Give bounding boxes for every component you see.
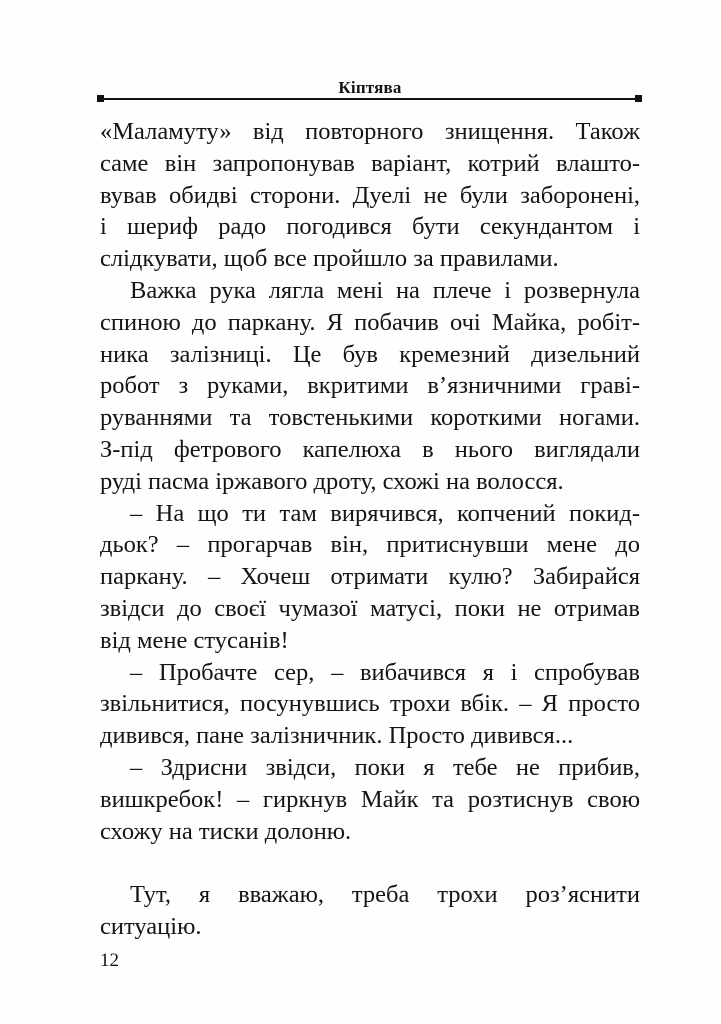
- text-line: звідси до своєї чумазої матусі, поки не отримав: [100, 594, 640, 622]
- text-line: Тут, я вважаю, треба трохи роз’яснити: [130, 881, 640, 909]
- body-text: [100, 116, 640, 943]
- text-line: саме він запропонував варіант, котрий влашто-: [100, 149, 640, 177]
- header-rule: [100, 98, 638, 100]
- text-line: вував обидві сторони. Дуелі не були заборонені,: [100, 181, 640, 209]
- text-line: паркану. – Хочеш отримати кулю? Забирайся: [100, 563, 640, 591]
- text-line: – Пробачте сер, – вибачився я і спробував: [130, 658, 640, 686]
- text-line: Важка рука лягла мені на плече і розвернула: [130, 276, 640, 304]
- running-head: Кіптява: [338, 78, 402, 97]
- text-line: «Маламуту» від повторного знищення. Також: [100, 118, 640, 145]
- text-line: вишкребок! – гиркнув Майк та розтиснув свою: [100, 785, 640, 813]
- paragraph-gap: [100, 847, 640, 879]
- header-rule-left-end: [97, 95, 104, 102]
- text-line: З-під фетрового капелюха в нього виглядали: [100, 435, 640, 463]
- text-line: звільнитися, посунувшись трохи вбік. – Я просто: [100, 690, 640, 718]
- text-line: спиною до паркану. Я побачив очі Майка, робіт-: [100, 308, 640, 336]
- text-line: руваннями та товстенькими короткими ногами.: [100, 404, 640, 432]
- text-line: робот з руками, вкритими в’язничними граві-: [100, 372, 640, 400]
- text-line: руді пасма іржавого дроту, схожі на волосся.: [100, 467, 564, 495]
- text-line: схожу на тиски долоню.: [100, 817, 352, 845]
- text-line: дьок? – прогарчав він, притиснувши мене до: [100, 531, 640, 559]
- text-line: ника залізниці. Це був кремезний дизельний: [100, 340, 640, 368]
- text-line: ситуацію.: [100, 912, 202, 940]
- text-line: від мене стусанів!: [100, 626, 289, 654]
- text-line: дивився, пане залізничник. Просто дивився...: [100, 722, 574, 750]
- text-line: слідкувати, щоб все пройшло за правилами.: [100, 245, 559, 273]
- text-line: – Здрисни звідси, поки я тебе не прибив,: [130, 753, 640, 781]
- header-rule-right-end: [635, 95, 642, 102]
- page-number: 12: [100, 950, 119, 971]
- text-line: – На що ти там вирячився, копчений покид-: [130, 499, 640, 527]
- text-line: і шериф радо погодився бути секундантом і: [100, 213, 640, 241]
